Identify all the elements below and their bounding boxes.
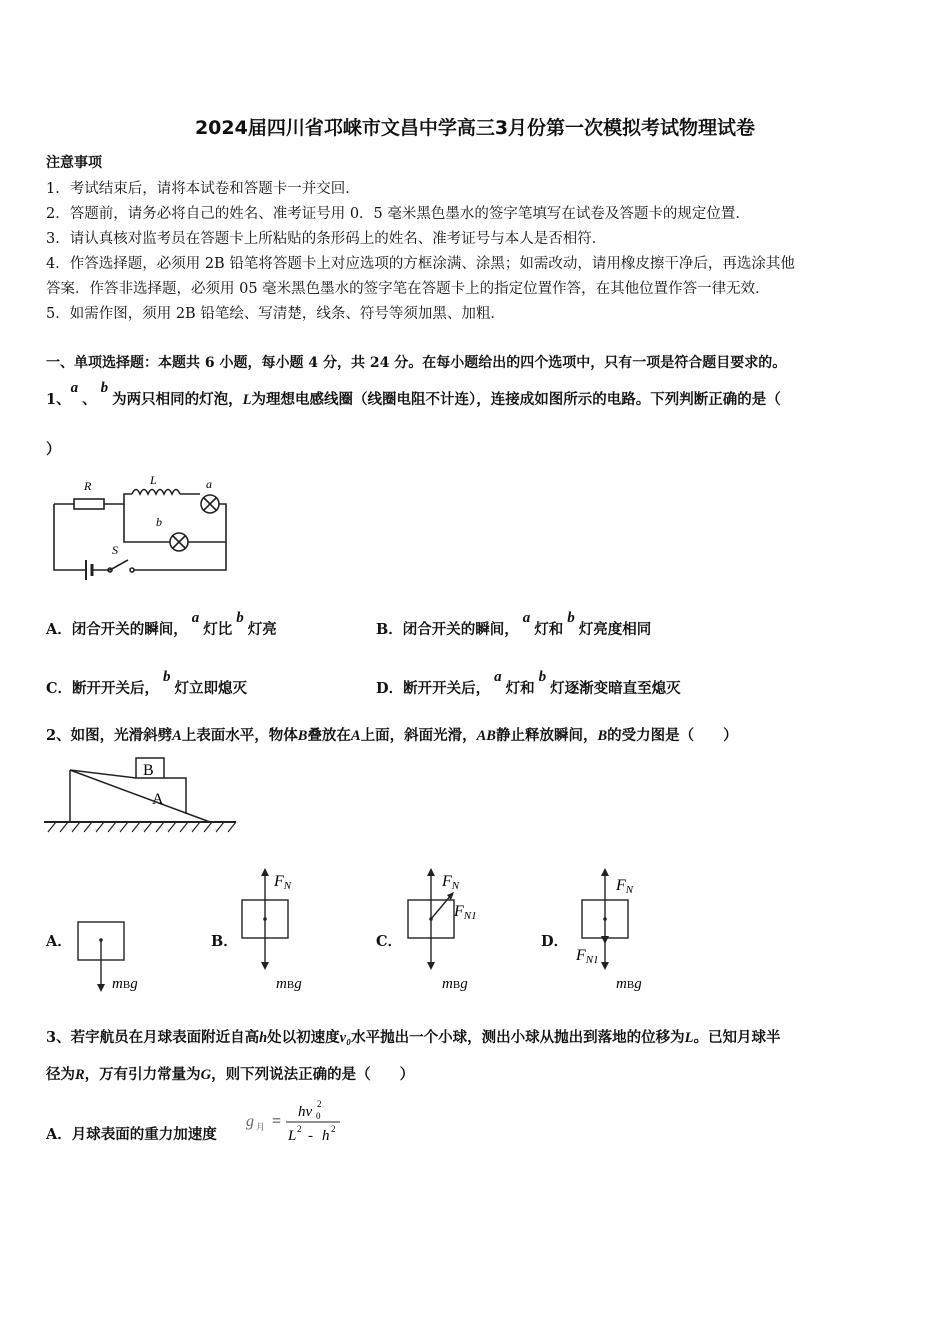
question-3-stem-line2 bbox=[46, 1063, 414, 1084]
weight-label: mBg bbox=[616, 976, 642, 992]
var-g: g bbox=[246, 1113, 254, 1130]
equals-sign: = bbox=[272, 1113, 282, 1130]
option-text: 灯立即熄灭 bbox=[174, 680, 248, 697]
var: a bbox=[522, 610, 531, 626]
stem-text: 2、如图，光滑斜劈 bbox=[46, 727, 173, 744]
var-B: B bbox=[297, 728, 308, 744]
stem-text: ，万有引力常量为 bbox=[84, 1066, 201, 1083]
normal-force-n1-arrow bbox=[431, 894, 452, 919]
stem-text: 叠放在 bbox=[307, 727, 351, 744]
normal-arrowhead bbox=[261, 868, 269, 876]
g-subscript: 月 bbox=[256, 1122, 266, 1132]
stem-text: ，则下列说法正确的是（ ） bbox=[211, 1066, 415, 1083]
stem-text: 径为 bbox=[46, 1066, 75, 1083]
stem-text: 处以初速度 bbox=[267, 1029, 340, 1046]
normal-force-n1-label: FN1 bbox=[454, 903, 477, 922]
var-A: A bbox=[350, 728, 361, 744]
numerator-exponent: 2 bbox=[317, 1099, 322, 1109]
label-block-A: A bbox=[152, 791, 164, 808]
var-L: L bbox=[684, 1030, 694, 1046]
normal-force-label: FN bbox=[442, 873, 460, 892]
option-text: 灯和 bbox=[534, 621, 564, 638]
weight-label: mBg bbox=[442, 976, 468, 992]
var: b bbox=[538, 669, 547, 685]
option-text: 灯逐渐变暗直至熄灭 bbox=[550, 680, 681, 697]
denominator-h: h bbox=[322, 1128, 330, 1144]
notice-item: 4．作答选择题，必须用 2B 铅笔将答题卡上对应选项的方框涂满、涂黑；如需改动，请用橡皮擦干净后，再选涂其他 bbox=[46, 256, 795, 272]
q1-option-c[interactable] bbox=[46, 669, 248, 698]
var-h: h bbox=[259, 1030, 268, 1046]
stem-text: 静止释放瞬间， bbox=[495, 727, 598, 744]
notice-item: 1．考试结束后，请将本试卷和答题卡一并交回． bbox=[46, 181, 360, 197]
q2-option-c-label[interactable]: C． bbox=[376, 933, 403, 950]
label-L: L bbox=[150, 474, 157, 487]
var-AB: AB bbox=[476, 728, 496, 744]
weight-arrowhead bbox=[261, 962, 269, 970]
denominator-L: L bbox=[288, 1128, 297, 1144]
var-R: R bbox=[75, 1067, 85, 1083]
force-diagram-a bbox=[72, 918, 162, 998]
notice-item: 5．如需作图，须用 2B 铅笔绘、写清楚，线条、符号等须加黑、加粗． bbox=[46, 306, 505, 322]
var-v0: v₀ bbox=[339, 1030, 352, 1046]
normal-arrowhead bbox=[427, 868, 435, 876]
q2-option-a-label[interactable]: A． bbox=[46, 933, 72, 950]
stem-text: 的受力图是（ ） bbox=[607, 727, 738, 744]
stem-text: 。已知月球半 bbox=[693, 1029, 781, 1046]
question-3-stem-line1 bbox=[46, 1026, 781, 1047]
option-text: 灯亮 bbox=[247, 621, 277, 638]
var: b bbox=[567, 610, 575, 626]
var-B: B bbox=[597, 728, 608, 744]
var-G: G bbox=[200, 1067, 212, 1083]
question-1-stem bbox=[46, 380, 781, 409]
stem-text: 为理想电感线圈（线圈电阻不计连），连接成如图所示的电路。下列判断正确的是（ bbox=[251, 391, 781, 408]
var-a: a bbox=[70, 380, 79, 396]
notice-item: 答案．作答非选择题，必须用 05 毫米黑色墨水的签字笔在答题卡上的指定位置作答，在其他位置作答一律无效． bbox=[46, 281, 770, 297]
normal-n1-arrowhead bbox=[601, 936, 609, 944]
weight-arrowhead bbox=[601, 962, 609, 970]
label-block-B: B bbox=[143, 762, 154, 779]
normal-arrowhead bbox=[601, 868, 609, 876]
option-text: 灯和 bbox=[505, 680, 535, 697]
separator: 、 bbox=[82, 391, 97, 408]
option-label: A．闭合开关的瞬间， bbox=[46, 621, 188, 638]
section-heading: 一、单项选择题：本题共 6 小题，每小题 4 分，共 24 分。在每小题给出的四个选项中，只有一项是符合题目要求的。 bbox=[46, 355, 787, 371]
q2-option-d-label[interactable]: D． bbox=[541, 933, 569, 950]
denominator-exponent: 2 bbox=[297, 1124, 302, 1134]
option-label: C．断开开关后， bbox=[46, 680, 160, 697]
var-b: b bbox=[100, 380, 109, 396]
weight-label: mBg bbox=[276, 976, 302, 992]
force-diagram-b bbox=[236, 864, 336, 996]
denominator-exponent: 2 bbox=[331, 1124, 336, 1134]
label-b: b bbox=[156, 515, 162, 529]
question-1-close: ） bbox=[46, 441, 61, 458]
option-text: 灯比 bbox=[203, 621, 233, 638]
notice-item: 3．请认真核对监考员在答题卡上所粘贴的条形码上的姓名、准考证号与本人是否相符． bbox=[46, 231, 607, 247]
stem-text: 上面，斜面光滑， bbox=[360, 727, 477, 744]
stem-text: 3、若宇航员在月球表面附近自高 bbox=[46, 1029, 260, 1046]
stem-text: 为两只相同的灯泡， bbox=[112, 391, 243, 408]
switch-S bbox=[110, 560, 128, 570]
numerator-subscript: 0 bbox=[316, 1111, 321, 1121]
label-S: S bbox=[112, 543, 118, 557]
notice-item: 2．答题前，请务必将自己的姓名、准考证号用 0．5 毫米黑色墨水的签字笔填写在试卷及答题卡的规定位置． bbox=[46, 206, 750, 222]
numerator: hv bbox=[298, 1104, 313, 1120]
q3-option-a[interactable] bbox=[46, 1123, 217, 1144]
resistor-R bbox=[74, 499, 104, 509]
normal-force-label: FN bbox=[616, 877, 634, 896]
var-A: A bbox=[172, 728, 182, 744]
var: b bbox=[163, 669, 171, 685]
q1-option-a[interactable] bbox=[46, 610, 277, 639]
stem-text: 上表面水平，物体 bbox=[181, 727, 298, 744]
option-text: A．月球表面的重力加速度 bbox=[46, 1126, 217, 1143]
page-title: 2024届四川省邛崃市文昌中学高三3月份第一次模拟考试物理试卷 bbox=[194, 117, 756, 139]
option-label: D．断开开关后， bbox=[376, 680, 491, 697]
inductor-L bbox=[132, 490, 180, 495]
force-diagram-c bbox=[402, 864, 502, 996]
var: a bbox=[191, 610, 200, 626]
var: b bbox=[236, 610, 244, 626]
circuit-diagram bbox=[46, 474, 236, 584]
question-2-stem bbox=[46, 724, 738, 745]
notice-heading: 注意事项 bbox=[46, 155, 102, 171]
force-diagram-d bbox=[576, 864, 676, 996]
wedge-figure bbox=[44, 756, 238, 840]
question-number: 1、 bbox=[46, 391, 71, 408]
q2-option-b-label[interactable]: B． bbox=[211, 933, 238, 950]
minus-sign: - bbox=[308, 1128, 313, 1144]
q3-option-a-formula bbox=[244, 1096, 354, 1146]
weight-label: mBg bbox=[112, 976, 138, 992]
option-text: 灯亮度相同 bbox=[578, 621, 652, 638]
q1-option-b[interactable] bbox=[376, 610, 652, 639]
var: a bbox=[494, 669, 502, 685]
stem-text: 水平抛出一个小球，测出小球从抛出到落地的位移为 bbox=[351, 1029, 685, 1046]
label-R: R bbox=[84, 479, 92, 493]
label-a: a bbox=[206, 477, 212, 491]
normal-force-label: FN bbox=[274, 873, 292, 892]
var-L: L bbox=[242, 392, 252, 408]
option-label: B．闭合开关的瞬间， bbox=[376, 621, 519, 638]
q1-option-d[interactable] bbox=[376, 669, 681, 698]
weight-arrowhead bbox=[427, 962, 435, 970]
normal-force-n1-label: FN1 bbox=[576, 947, 599, 966]
